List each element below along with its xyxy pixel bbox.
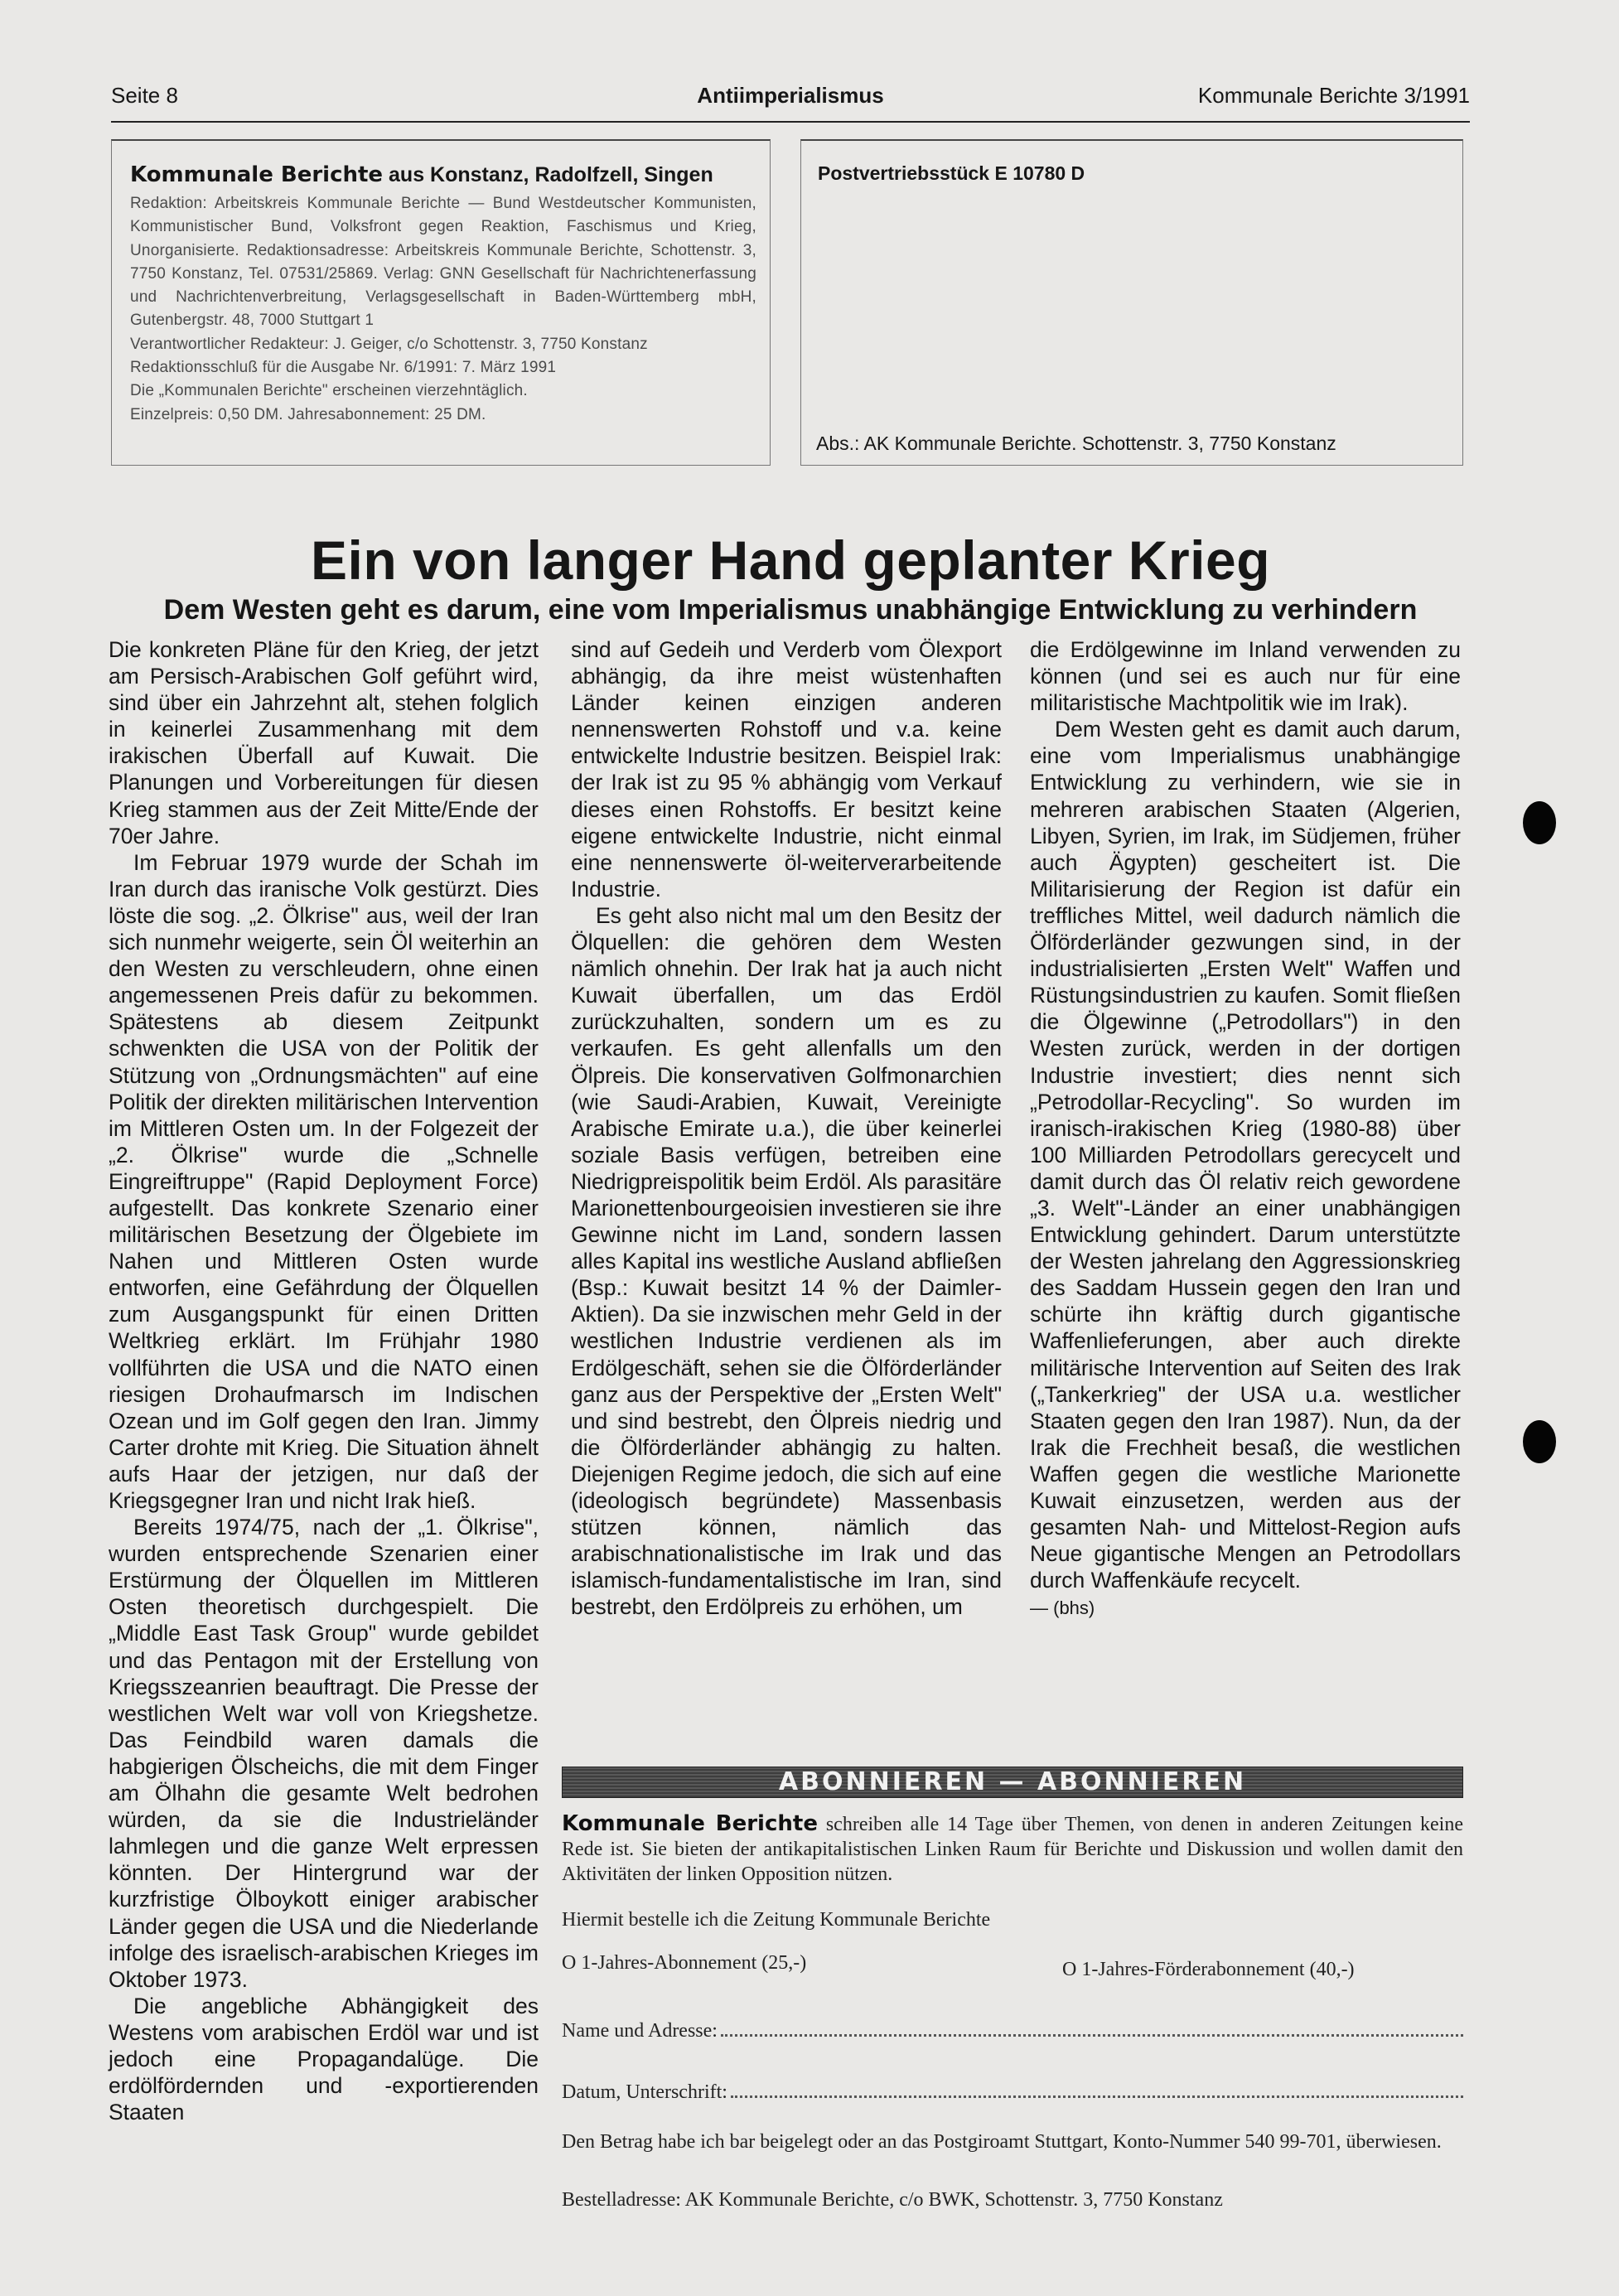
- subscription-brand: Kommunale Berichte: [562, 1811, 818, 1836]
- author-signature: — (bhs): [1030, 1598, 1095, 1619]
- article-column-2: [571, 636, 1002, 1620]
- payment-note: Den Betrag habe ich bar beigelegt oder an das Postgiroamt Stuttgart, Konto-Nummer 540 99-701, überwiesen.: [562, 2131, 1442, 2153]
- paragraph: Dem Westen geht es damit auch darum, eine vom Imperialismus unabhängige Entwicklung zu verhindern, wie sie in mehreren arabischen Staaten (Algerien, Libyen, Syrien, im Irak, im Südjemen, früher auch Ägypten) gescheitert ist. Die Militarisierung der Region ist dafür ein treffliches Mittel, weil dadurch nämlich die Ölförderländer gezwungen sind, in der industrialisierten „Ersten Welt" Waffen und Rüstungsindustrien zu kaufen. Somit fließen die Ölgewinne („Petrodollars") in den Westen zurück, werden in der dortigen Industrie investiert; dies nennt sich „Petrodollar-Recycling". So wurden im iranisch-irakischen Krieg (1980-88) über 100 Milliarden Petrodollars gerecycelt und damit durch das Öl relativ reich gewordene „3. Welt"-Länder an einer unabhängigen Entwicklung gehindert. Darum unterstützte der Westen jahrelang den Aggressionskrieg des Saddam Hussein gegen den Iran und schürte ihn kräftig durch gigantische Waffenlieferungen, aber auch direkte militärische Intervention auf Seiten des Irak („Tankerkrieg" der USA u.a. westlicher Staaten gegen den Iran 1987). Nun, da der Irak die Frechheit besaß, die westlichen Waffen gegen die westliche Marionette Kuwait einzusetzen, werden aus der gesamten Nah- und Mittelost-Region aufs Neue gigantische Mengen an Petrodollars durch Waffenkäufe recycelt.: [1030, 717, 1461, 1593]
- order-address: Bestelladresse: AK Kommunale Berichte, c/o BWK, Schottenstr. 3, 7750 Konstanz: [562, 2189, 1223, 2211]
- imprint-line: Redaktionsschluß für die Ausgabe Nr. 6/1991: 7. März 1991: [130, 359, 557, 377]
- imprint-line: Einzelpreis: 0,50 DM. Jahresabonnement: 25 DM.: [130, 405, 486, 423]
- name-address-label: Name und Adresse:: [562, 2020, 718, 2042]
- running-head: [111, 83, 1470, 116]
- article-column-1: [109, 636, 539, 2125]
- date-signature-dotted-line[interactable]: [731, 2081, 1463, 2098]
- punch-hole-upper: [1523, 801, 1556, 844]
- subscribe-banner: ABONNIEREN — ABONNIEREN: [562, 1767, 1463, 1798]
- order-statement: Hiermit bestelle ich die Zeitung Kommunale Berichte: [562, 1909, 991, 1931]
- paragraph: sind auf Gedeih und Verderb vom Ölexport abhängig, da ihre meist wüstenhaften Länder keinen einzigen anderen nennenswerten Rohstoff und v.a. keine entwickelte Industrie besitzen. Beispiel Irak: der Irak ist zu 95 % abhängig vom Verkauf dieses einen Rohstoffs. Er besitzt keine eigene entwickelte Industrie, nicht einmal eine nennenswerte öl-weiterverarbeitende Industrie.: [571, 637, 1002, 901]
- article-subheadline: Dem Westen geht es darum, eine vom Imperialismus unabhängige Entwicklung zu verhindern: [163, 594, 1418, 626]
- paragraph: Bereits 1974/75, nach der „1. Ölkrise", wurden entsprechende Szenarien einer Erstürmung der Ölquellen im Mittleren Osten theoretisch durchgespielt. Die „Middle East Task Group" wurde gebildet und das Pentagon mit der Erstellung von Kriegsszeanrien beauftragt. Die Presse der westlichen Welt war voll von Kriegshetze. Das Feindbild waren damals die habgierigen Ölscheichs, die mit dem Finger am Ölhahn die gesamte Welt bedrohen würden, da sie die Industrieländer lahmlegen und die ganze Welt erpressen könnten. Der Hintergrund war der kurzfristige Ölboykott einiger arabischer Länder gegen die USA und die Niederlande infolge des israelisch-arabischen Krieges im Oktober 1973.: [109, 1515, 539, 1992]
- option-annual-subscription[interactable]: O 1-Jahres-Abonnement (25,-): [562, 1952, 807, 1974]
- article-column-3: [1030, 636, 1461, 1622]
- imprint-title: [130, 161, 756, 189]
- punch-hole-lower: [1523, 1420, 1556, 1463]
- date-signature-label: Datum, Unterschrift:: [562, 2081, 727, 2103]
- imprint-line: Die „Kommunalen Berichte" erscheinen vierzehntäglich.: [130, 382, 528, 400]
- page-number: Seite 8: [111, 83, 178, 108]
- date-signature-field[interactable]: [562, 2081, 1463, 2108]
- paragraph: Die angebliche Abhängigkeit des Westens vom arabischen Erdöl war und ist jedoch eine Propagandalüge. Die erdölfördernden und -exportierenden Staaten: [109, 1993, 539, 2125]
- section-title: Antiimperialismus: [697, 83, 884, 108]
- subscription-intro: [562, 1811, 1463, 1887]
- postal-label: Postvertriebsstück E 10780 D: [818, 162, 1085, 184]
- name-address-field[interactable]: [562, 2020, 1463, 2047]
- imprint-text: [130, 192, 756, 427]
- paragraph: Die konkreten Pläne für den Krieg, der jetzt am Persisch-Arabischen Golf geführt wird, sind über ein Jahrzehnt alt, stehen folglich in keinerlei Zusammenhang mit dem irakischen Überfall auf Kuwait. Die Planungen und Vorbereitungen für diesen Krieg stammen aus der Zeit Mitte/Ende der 70er Jahre.: [109, 637, 539, 848]
- imprint-brand: Kommunale Berichte: [130, 162, 384, 187]
- paragraph: Im Februar 1979 wurde der Schah im Iran durch das iranische Volk gestürzt. Dies löste die sog. „2. Ölkrise" aus, weil der Iran sich nunmehr weigerte, sein Öl weiterhin an den Westen zu verschleudern, ohne einen angemessenen Preis dafür zu bekommen. Spätestens ab diesem Zeitpunkt schwenkten die USA von der Politik der Stützung von „Ordnungsmächten" auf eine Politik der direkten militärischen Intervention im Mittleren Osten um. In der Folgezeit der „2. Ölkrise" wurde die „Schnelle Eingreiftruppe" (Rapid Deployment Force) aufgestellt. Das konkrete Szenario einer militärischen Besetzung der Ölgebiete im Nahen und Mittleren Osten wurde entworfen, eine Gefährdung der Ölquellen zum Ausgangspunkt für einen Dritten Weltkrieg erklärt. Im Frühjahr 1980 vollführten die USA und die NATO einen riesigen Drohaufmarsch im Indischen Ozean und im Golf gegen den Iran. Jimmy Carter drohte mit Krieg. Die Situation ähnelt aufs Haar der jetzigen, nur daß der Kriegsgegner Iran und nicht Irak hieß.: [109, 849, 539, 1513]
- paragraph: die Erdölgewinne im Inland verwenden zu können (und sei es auch nur für eine militaristische Machtpolitik wie im Irak).: [1030, 637, 1461, 716]
- imprint-title-rest: aus Konstanz, Radolfzell, Singen: [383, 163, 713, 186]
- imprint-line: Verantwortlicher Redakteur: J. Geiger, c/o Schottenstr. 3, 7750 Konstanz: [130, 335, 648, 353]
- header-rule: [111, 121, 1470, 123]
- sender-address: Abs.: AK Kommunale Berichte. Schottenstr. 3, 7750 Konstanz: [816, 433, 1336, 454]
- imprint-box: [111, 139, 771, 466]
- paragraph: Es geht also nicht mal um den Besitz der Ölquellen: die gehören dem Westen nämlich ohnehin. Der Irak hat ja auch nicht Kuwait überfallen, um das Erdöl zurückzuhalten, sondern um es zu verkaufen. Es geht allenfalls um den Ölpreis. Die konservativen Golfmonarchien (wie Saudi-Arabien, Kuwait, Vereinigte Arabische Emirate u.a.), die über keinerlei soziale Basis verfügen, betreiben eine Niedrigpreispolitik beim Erdöl. Als parasitäre Marionettenbourgeoisien investieren sie ihre Gewinne nicht im Land, sondern lassen alles Kapital ins westliche Ausland abfließen (Bsp.: Kuwait besitzt 14 % der Daimler-Aktien). Da sie inzwischen mehr Geld in der westlichen Industrie verdienen als im Erdölgeschäft, sehen sie die Ölförderländer ganz aus der Perspektive der „Ersten Welt" und sind bestrebt, den Ölpreis niedrig und die Ölförderländer abhängig zu halten. Diejenigen Regime jedoch, die sich auf eine (ideologisch begründete) Massenbasis stützen können, nämlich das arabischnationalistische im Irak und das islamisch-fundamentalistische im Iran, sind bestrebt, den Erdölpreis zu erhöhen, um: [571, 902, 1002, 1620]
- article-headline: Ein von langer Hand geplanter Krieg: [310, 529, 1271, 591]
- option-supporter-subscription[interactable]: O 1-Jahres-Förderabonnement (40,-): [1062, 1959, 1355, 1980]
- subscription-intro-text: schreiben alle 14 Tage über Themen, von denen in anderen Zeitungen keine Rede ist. Sie bieten der antikapitalistischen Linken Raum für Berichte und Diskussion und wollen damit den Aktivitäten der linken Opposition nützen.: [562, 1814, 1463, 1885]
- postal-box: [800, 139, 1463, 466]
- name-address-dotted-line[interactable]: [721, 2020, 1463, 2037]
- imprint-line: Redaktion: Arbeitskreis Kommunale Berichte — Bund Westdeutscher Kommunisten, Kommunistischer Bund, Volksfront gegen Reaktion, Faschismus und Krieg, Unorganisierte. Redaktionsadresse: Arbeitskreis Kommunale Berichte, Schottenstr. 3, 7750 Konstanz, Tel. 07531/25869. Verlag: GNN Gesellschaft für Nachrichtenerfassung und Nachrichtenverbreitung, Verlagsgesellschaft in Baden-Württemberg mbH, Gutenbergstr. 48, 7000 Stuttgart 1: [130, 195, 756, 330]
- issue-label: Kommunale Berichte 3/1991: [1197, 83, 1470, 108]
- author-signature-line: [1030, 1593, 1461, 1622]
